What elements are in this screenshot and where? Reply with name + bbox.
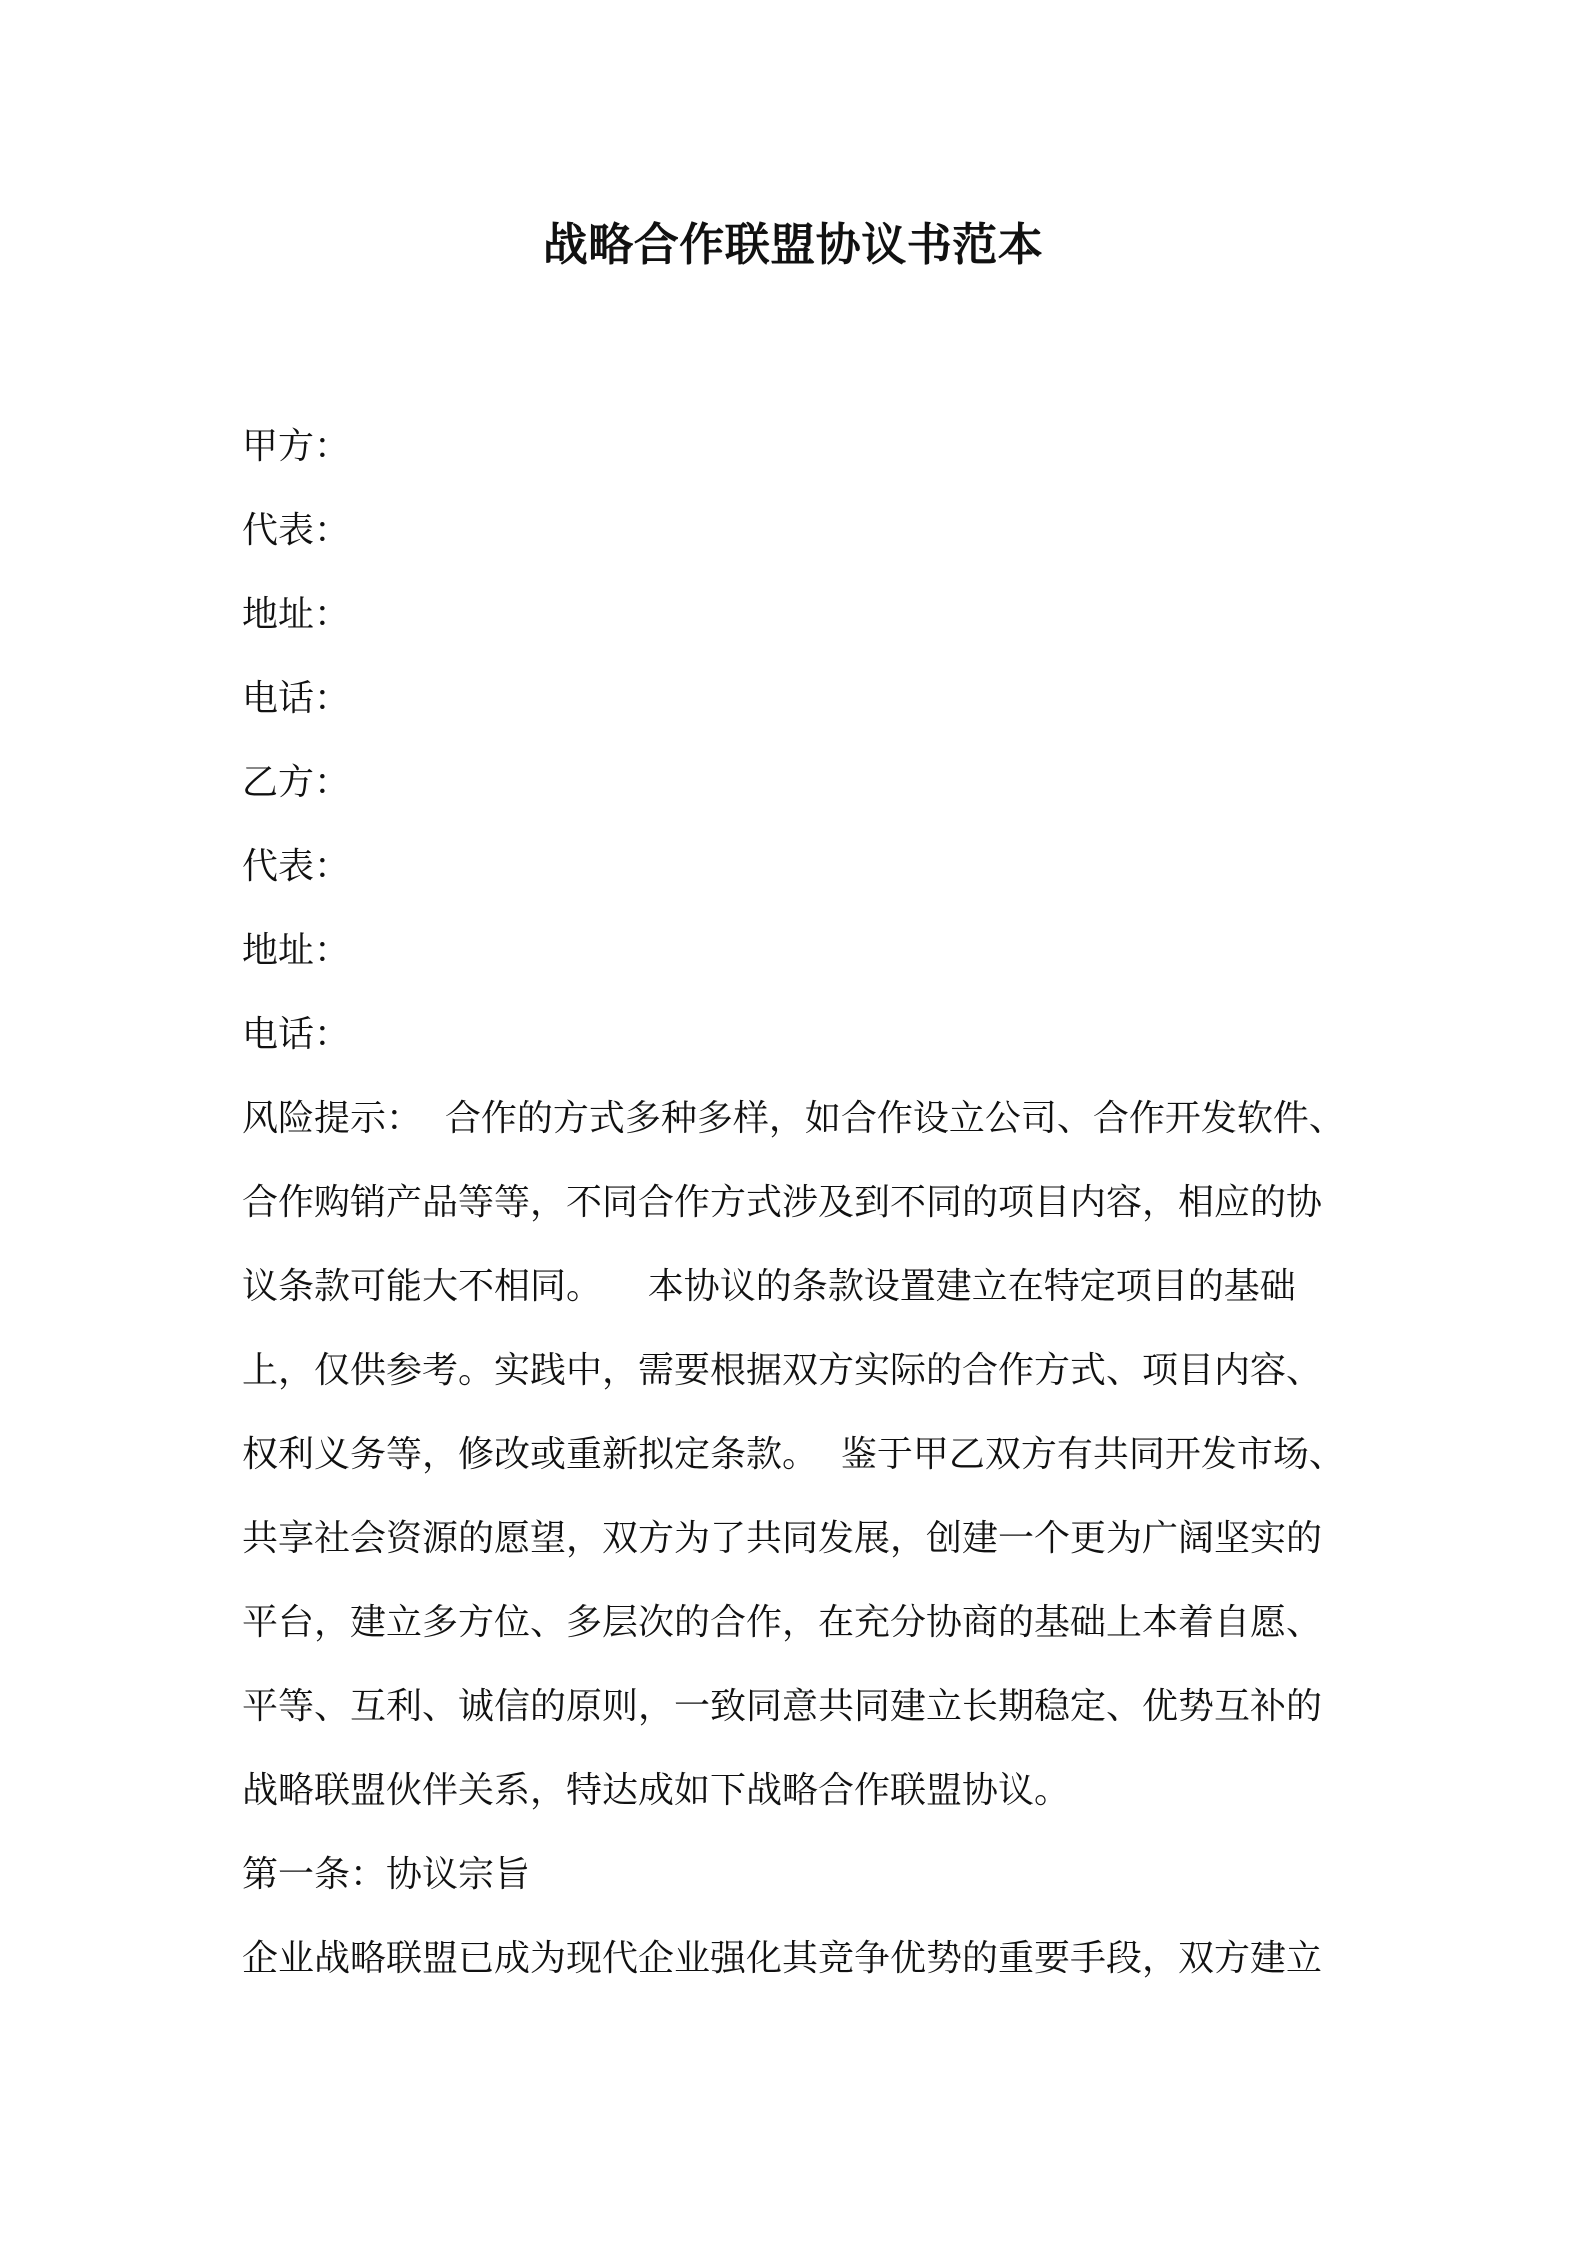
paragraph-line: 权利义务等，修改或重新拟定条款。 鉴于甲乙双方有共同开发市场、	[242, 1434, 1345, 1475]
party-a-address-label: 地址：	[242, 594, 351, 635]
paragraph-line: 议条款可能大不相同。 本协议的条款设置建立在特定项目的基础	[242, 1266, 1296, 1307]
paragraph-line: 风险提示： 合作的方式多种多样，如合作设立公司、合作开发软件、	[242, 1098, 1345, 1139]
article-heading: 第一条：协议宗旨	[242, 1854, 531, 1895]
paragraph-line: 战略联盟伙伴关系，特达成如下战略合作联盟协议。	[242, 1770, 1071, 1811]
party-b-representative-label: 代表：	[242, 846, 351, 887]
document-body	[242, 405, 1362, 2001]
party-b-phone-label: 电话：	[242, 1014, 351, 1055]
party-a-phone-label: 电话：	[242, 678, 351, 719]
party-a-label: 甲方：	[242, 426, 351, 467]
paragraph-line: 平等、互利、诚信的原则，一致同意共同建立长期稳定、优势互补的	[242, 1686, 1323, 1727]
party-a-representative-label: 代表：	[242, 510, 351, 551]
paragraph-line: 共享社会资源的愿望，双方为了共同发展，创建一个更为广阔坚实的	[242, 1518, 1323, 1559]
paragraph-line: 平台，建立多方位、多层次的合作，在充分协商的基础上本着自愿、	[242, 1602, 1323, 1643]
document-title: 战略合作联盟协议书范本	[542, 218, 1044, 271]
paragraph-line: 上，仅供参考。实践中，需要根据双方实际的合作方式、项目内容、	[242, 1350, 1323, 1391]
party-b-label: 乙方：	[242, 762, 351, 803]
party-b-address-label: 地址：	[242, 930, 351, 971]
paragraph-line: 合作购销产品等等，不同合作方式涉及到不同的项目内容，相应的协	[242, 1182, 1323, 1223]
paragraph-line: 企业战略联盟已成为现代企业强化其竞争优势的重要手段，双方建立	[242, 1938, 1323, 1979]
